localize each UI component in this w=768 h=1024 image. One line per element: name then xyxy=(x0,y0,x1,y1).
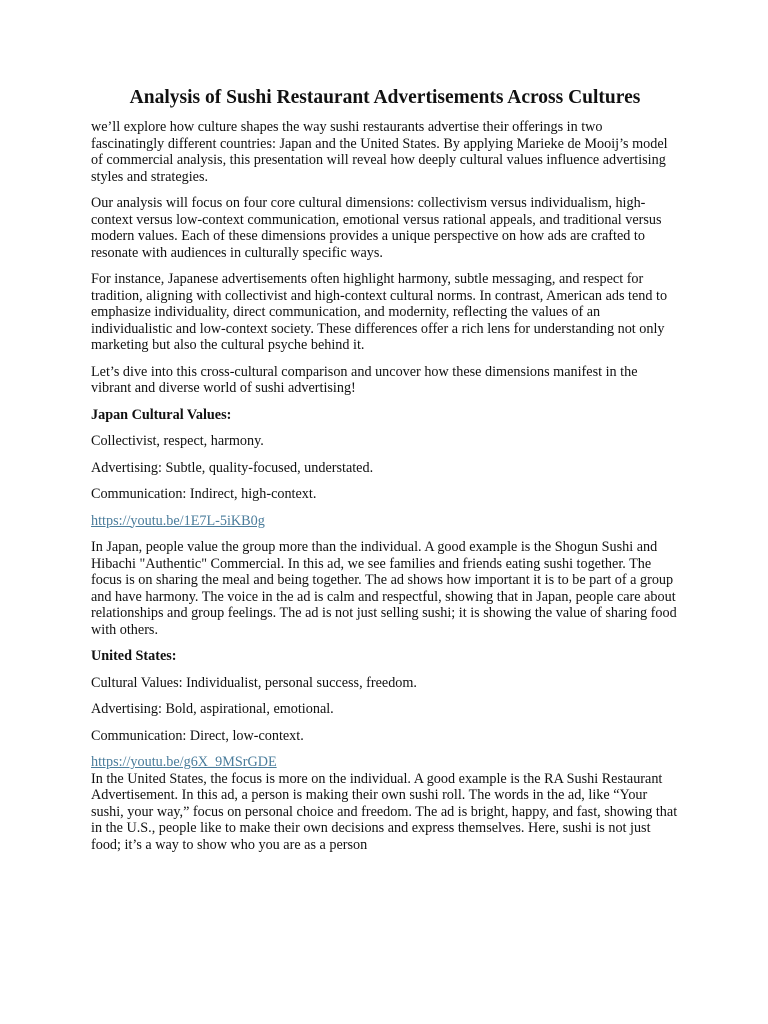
instance-paragraph: For instance, Japanese advertisements often highlight harmony, subtle messaging, and respect for tradition, aligning with collectivist and high-context cultural norms. In contrast, American ads tend to emphasize individuality, direct communication, and modernity, reflecting the values of an individualistic and low-context society. These differences offer a rich lens for understanding not only marketing but also the cultural psyche behind it. xyxy=(91,271,668,353)
us-heading: United States: xyxy=(91,648,177,664)
japan-video-link[interactable]: https://youtu.be/1E7L-5iKB0g xyxy=(91,512,265,529)
japan-communication: Communication: Indirect, high-context. xyxy=(91,486,317,502)
intro-paragraph: we’ll explore how culture shapes the way sushi restaurants advertise their offerings in two fascinatingly different countries: Japan and the United States. By applying Marieke de Mooij’s model of commercial analysis, this presentation will reveal how deeply cultural values influence advertising styles and strategies. xyxy=(91,119,668,185)
japan-values: Collectivist, respect, harmony. xyxy=(91,433,264,449)
us-communication: Communication: Direct, low-context. xyxy=(91,727,304,744)
dive-paragraph: Let’s dive into this cross-cultural comparison and uncover how these dimensions manifest in the vibrant and diverse world of sushi advertising! xyxy=(91,363,638,396)
us-analysis-paragraph: In the United States, the focus is more on the individual. A good example is the RA Sushi Restaurant Advertisement. In this ad, a person is making their own sushi roll. The words in the ad, like “Your sushi, your way,” focus on personal choice and freedom. The ad is bright, happy, and fast, showing that in the U.S., people like to make their own decisions and express themselves. Here, sushi is not just food; it’s a way to show who you are as a person xyxy=(91,770,678,853)
document-body xyxy=(91,86,679,863)
japan-advertising: Advertising: Subtle, quality-focused, understated. xyxy=(91,459,374,476)
japan-analysis-paragraph: In Japan, people value the group more than the individual. A good example is the Shogun Sushi and Hibachi "Authentic" Commercial. In this ad, we see families and friends eating sushi together. The focus is on sharing the meal and being together. The ad shows how important it is to be part of a group and have harmony. The voice in the ad is calm and respectful, showing that in Japan, people care about relationships and group feelings. The ad is not just selling sushi; it is showing the value of sharing food with others. xyxy=(91,539,677,638)
us-video-link[interactable]: https://youtu.be/g6X_9MSrGDE xyxy=(91,754,277,770)
japan-link-line xyxy=(91,513,679,530)
japan-heading: Japan Cultural Values: xyxy=(91,406,232,423)
document-title: Analysis of Sushi Restaurant Advertisements Across Cultures xyxy=(129,87,641,108)
us-values: Cultural Values: Individualist, personal success, freedom. xyxy=(91,674,417,691)
us-link-line xyxy=(91,754,679,771)
us-advertising: Advertising: Bold, aspirational, emotional. xyxy=(91,701,334,717)
focus-paragraph: Our analysis will focus on four core cultural dimensions: collectivism versus individualism, high-context versus low-context communication, emotional versus rational appeals, and traditional versus modern values. Each of these dimensions provides a unique perspective on how ads are crafted to resonate with audiences in culturally specific ways. xyxy=(91,195,662,261)
